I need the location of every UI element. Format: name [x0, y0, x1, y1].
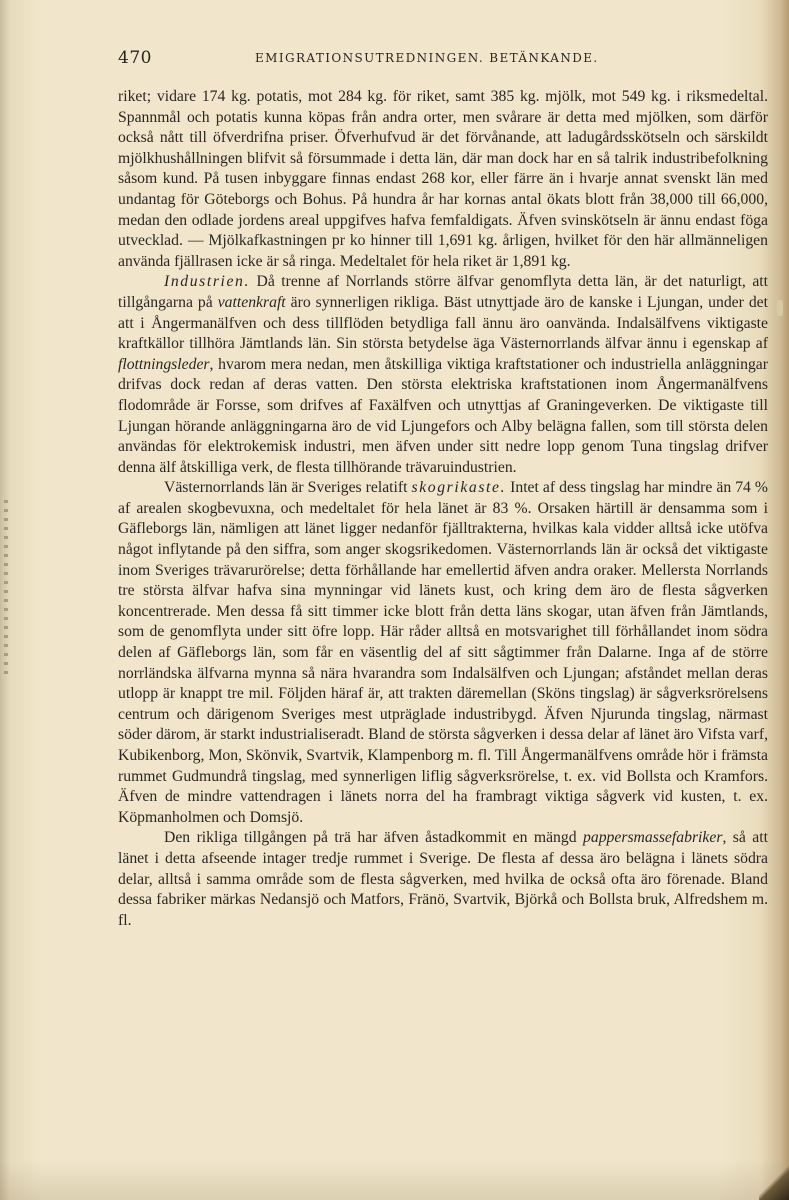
emphasized-text: Industrien.	[164, 273, 251, 291]
page-corner-shadow	[759, 1166, 789, 1200]
page-edge-tab	[777, 300, 783, 316]
paragraph	[118, 828, 768, 931]
paragraph-text: Den rikliga tillgången på trä har äfven åstadkommit en mängd	[164, 829, 583, 847]
emphasized-text: skogrikaste.	[411, 479, 507, 497]
page-bottom-shade	[0, 1160, 789, 1200]
page-header	[118, 48, 768, 72]
binding-edge-marks	[4, 500, 8, 680]
paragraph-text: , hvarom mera nedan, men åtskilliga viktiga kraftstationer och industriella anläggningar drifvas dock redan af deras vatten. Den största elektriska kraftstationen inom Ångermanälfvens flodområde är Forsse, som drifves af Faxälfven och utnyttjas af Graningeverken. De viktigaste till Ljungan hörande anläggningarna äro de vid Ljungefors och Alby belägna fallen, som till största delen användas för elektrokemisk industri, men äfven under sitt nedre lopp genom Tuna tingslag drifver denna älf åtskilliga verk, de flesta tillhörande trävaruindustrien.	[118, 355, 768, 476]
paragraph-text: äro synnerligen rikliga. Bäst utnyttjade äro de kanske i Ljungan, under det att i Ångermanälfven och dess tillflöden betydliga fall ännu äro oanvända. Indalsälfvens viktigaste kraftkällor tillhöra Jämtlands län. Sin största betydelse äga Västernorrlands älfvar ännu i egenskap af	[118, 293, 769, 353]
emphasized-text: flottningsleder	[118, 355, 210, 373]
paragraph	[118, 478, 768, 828]
paragraph	[118, 87, 768, 272]
emphasized-text: vattenkraft	[217, 293, 286, 311]
paragraph-text: , så att länet i detta afseende intager tredje rummet i Sverige. De flesta af dessa äro belägna i länets södra delar, alltså i samma område som de flesta sågverken, med hvilka de också ofta äro förenade. Bland dessa fabriker märkas Nedansjö och Matfors, Fränö, Svartvik, Björkå och Bollsta bruk, Alfredshem m. fl.	[118, 829, 768, 929]
body-text	[118, 87, 768, 931]
paragraph-text: riket; vidare 174 kg. potatis, mot 284 kg. för riket, samt 385 kg. mjölk, mot 549 kg. i riksmedeltal. Spannmål och potatis kunna köpas från andra orter, men svårare är detta med mjölken, som därför också nått till öfverdrifna priser. Öfverhufvud är det förvånande, att ladugårdsskötseln och särskildt mjölkhushållningen blifvit så försummade i detta län, där man dock har en så talrik industribefolkning såsom kund. På tusen inbyggare finnas endast 268 kor, eller färre än i hvarje annat svenskt län med undantag för Göteborgs och Bohus. På hundra år har kornas antal ökats blott från 38,000 till 66,000, medan den odlade jordens areal uppgifves hafva femfaldigats. Äfven svinskötseln är ännu endast föga utvecklad. — Mjölkafkastningen pr ko hinner till 1,691 kg. årligen, hvilket för den här allmänneligen använda fjällrasen icke är så ringa. Medeltalet för hela riket är 1,891 kg.	[118, 88, 768, 270]
paragraph-text: Då trenne af Norrlands större älfvar genomflyta detta län, är det naturligt, att tillgångarna på	[118, 273, 768, 311]
page-number: 470	[118, 48, 152, 68]
emphasized-text: pappersmassefabriker	[583, 829, 723, 847]
running-head: EMIGRATIONSUTREDNINGEN. BETÄNKANDE.	[255, 51, 599, 65]
paragraph-text: Intet af dess tingslag har mindre än 74 % af arealen skogbevuxna, och medeltalet för hela länet är 83 %. Orsaken härtill är densamma som i Gäfleborgs län, nämligen att länet ligger nedanför fjälltrakterna, hvilkas kala vidder alltså icke utöfva något inflytande på den siffra, som anger skogsrikedomen. Västernorrlands län är också det viktigaste inom Sveriges trävarurörelse; detta förhållande har emellertid äfven andra oraker. Mellersta Norrlands tre största älfvar hafva sina mynningar vid länets kust, och kring dem äro de flesta sågverken koncentrerade. Men dessa få sitt timmer icke blott från detta läns skogar, utan äfven från Jämtlands, som de genomflyta under sitt öfre lopp. Här råder alltså en motsvarighet till förhållandet inom södra delen af Gäfleborgs län, som får en väsentlig del af sitt sågtimmer från Dalarne. Inga af de större norrländska älfvarna mynna så nära hvarandra som Indalsälfven och Ljungan; afståndet mellan deras utlopp är knappt tre mil. Följden häraf är, att trakten däremellan (Sköns tingslag) är sågverksrörelsens centrum och därigenom Sveriges mest utpräglade industribygd. Äfven Njurunda tingslag, närmast söder därom, är starkt industrialiseradt. Bland de största sågverken i dessa delar af länet äro Vifsta varf, Kubikenborg, Mon, Skönvik, Svartvik, Klampenborg m. fl. Till Ångermanälfvens område hör i främsta rummet Gudmundrå tingslag, med synnerligen liflig sågverksrörelse, t. ex. vid Bollsta och Kramfors. Äfven de mindre vattendragen i länets norra del ha frambragt viktiga sågverk vid kusten, t. ex. Köpmanholmen och Domsjö.	[118, 479, 768, 826]
paragraph-text: Västernorrlands län är Sveriges relatift	[164, 479, 412, 497]
paragraph	[118, 272, 768, 478]
